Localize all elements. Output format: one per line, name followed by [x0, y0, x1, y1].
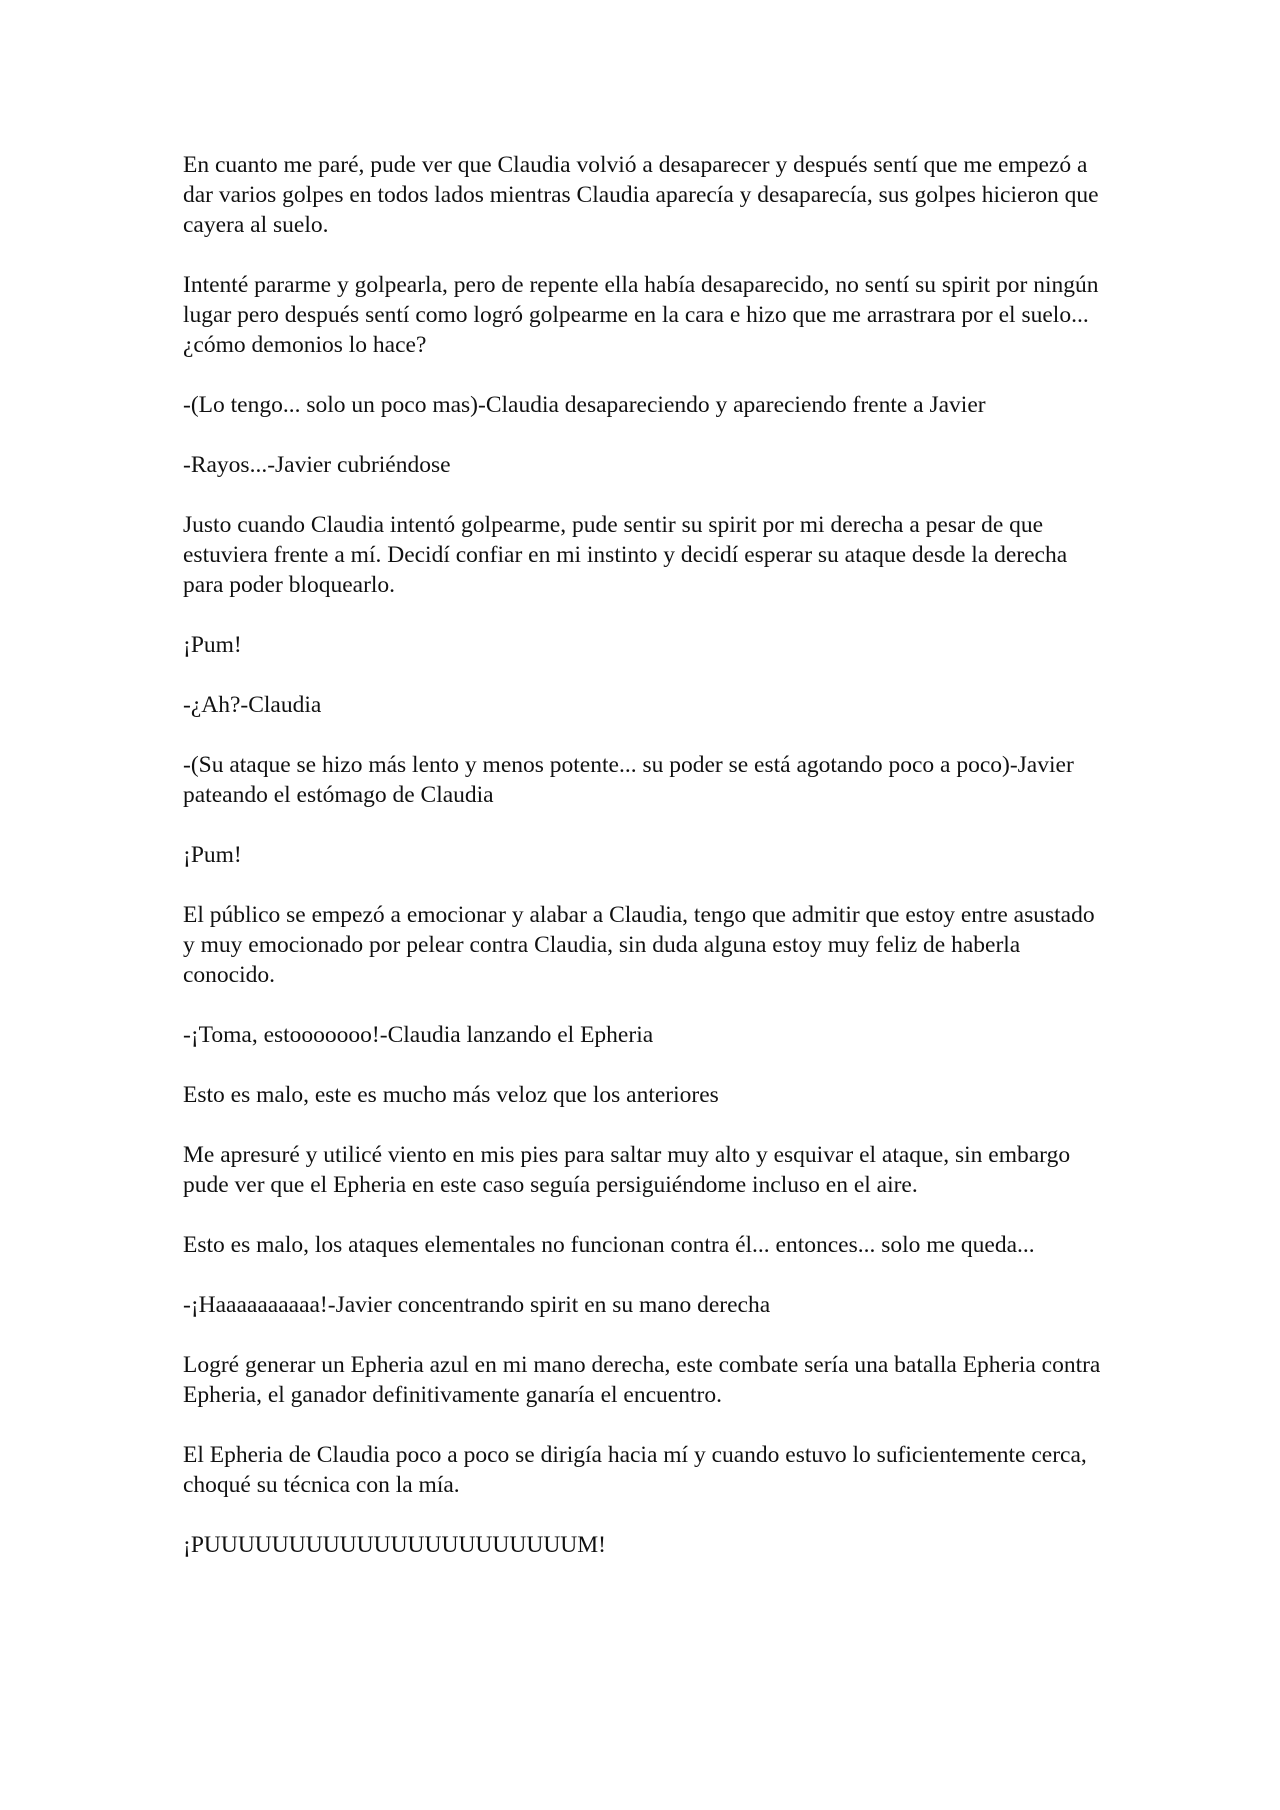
paragraph-13: Me apresuré y utilicé viento en mis pies para saltar muy alto y esquivar el ataque, sin embargo pude ver que el Epheria en este caso seguía persiguiéndome incluso en el aire.	[183, 1142, 1071, 1198]
paragraph-6: ¡Pum!	[183, 632, 242, 658]
paragraph-4: -Rayos...-Javier cubriéndose	[183, 452, 451, 478]
document-body	[183, 150, 1103, 1560]
paragraph-7: -¿Ah?-Claudia	[183, 692, 322, 718]
paragraph-1: En cuanto me paré, pude ver que Claudia volvió a desaparecer y después sentí que me empezó a dar varios golpes en todos lados mientras Claudia aparecía y desaparecía, sus golpes hicieron que cayera al suelo.	[183, 152, 1099, 238]
paragraph-16: Logré generar un Epheria azul en mi mano derecha, este combate sería una batalla Epheria contra Epheria, el ganador definitivamente ganaría el encuentro.	[183, 1352, 1101, 1408]
paragraph-2: Intenté pararme y golpearla, pero de repente ella había desaparecido, no sentí su spirit por ningún lugar pero después sentí como logró golpearme en la cara e hizo que me arrastrara por el suelo... ¿cómo demonios lo hace?	[183, 272, 1099, 358]
paragraph-18: ¡PUUUUUUUUUUUUUUUUUUUUUUM!	[183, 1532, 606, 1558]
paragraph-5: Justo cuando Claudia intentó golpearme, pude sentir su spirit por mi derecha a pesar de que estuviera frente a mí. Decidí confiar en mi instinto y decidí esperar su ataque desde la derecha para poder bloquearlo.	[183, 512, 1068, 598]
paragraph-12: Esto es malo, este es mucho más veloz que los anteriores	[183, 1082, 719, 1108]
paragraph-15: -¡Haaaaaaaaaa!-Javier concentrando spirit en su mano derecha	[183, 1292, 771, 1318]
paragraph-11: -¡Toma, estooooooo!-Claudia lanzando el Epheria	[183, 1022, 654, 1048]
paragraph-17: El Epheria de Claudia poco a poco se dirigía hacia mí y cuando estuvo lo suficientemente cerca, choqué su técnica con la mía.	[183, 1442, 1087, 1498]
paragraph-14: Esto es malo, los ataques elementales no funcionan contra él... entonces... solo me queda...	[183, 1232, 1035, 1258]
paragraph-8: -(Su ataque se hizo más lento y menos potente... su poder se está agotando poco a poco)-Javier pateando el estómago de Claudia	[183, 752, 1074, 808]
paragraph-10: El público se empezó a emocionar y alabar a Claudia, tengo que admitir que estoy entre asustado y muy emocionado por pelear contra Claudia, sin duda alguna estoy muy feliz de haberla conocido.	[183, 902, 1095, 988]
paragraph-9: ¡Pum!	[183, 842, 242, 868]
paragraph-3: -(Lo tengo... solo un poco mas)-Claudia desapareciendo y apareciendo frente a Javier	[183, 392, 986, 418]
